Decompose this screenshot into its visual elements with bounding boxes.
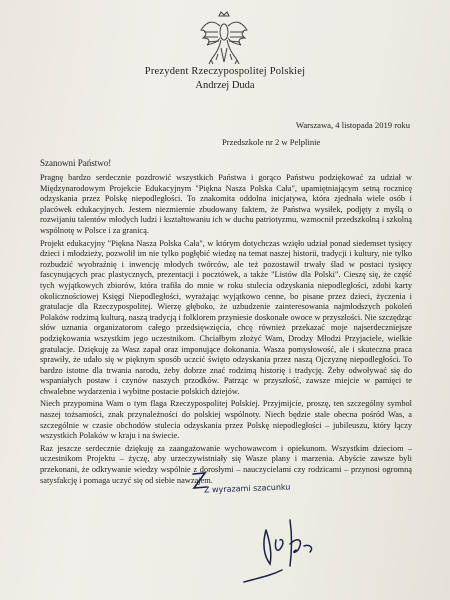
letter-body [40, 173, 412, 488]
letterhead-title: Prezydent Rzeczypospolitej Polskiej [144, 66, 306, 77]
paragraph-2: Projekt edukacyjny "Piękna Nasza Polska Cała", w którym dotychczas wzięło udział ponad siedemset tysięcy dzieci i młodzieży, pozwolił im nie tylko pogłębić wiedzę na temat naszej historii, tradycji i kultury, nie tylko rozbudzić wyobraźnię i inwencję młodych twórców, ale też pozostawił trwały ślad w postaci tysięcy fascynujących prac plastycznych, prezentacji i pocztówek, a także "Listów dla Polski". Cieszę się, że część tych wyjątkowych zbiorów, która trafiła do mnie w roku stulecia odzyskania niepodległości, zdobi karty okolicznościowej Księgi Niepodległości, wyrażając wyjątkowo cenne, bo pisane przez dzieci, życzenia i gratulacje dla Rzeczypospolitej. Wierzę głęboko, że uzbudzenie zainteresowania najmłodszych pokoleń Polaków rodzimą kulturą, naszą tradycją i folklorem przyniesie doskonałe owoce w przyszłości. Nie szczędząc słów uznania organizatorom całego przedsięwzięcia, chcę również przekazać moje najserdeczniejsze podziękowania wszystkim jego uczestnikom. Chciałbym złożyć Wam, Drodzy Młodzi Przyjaciele, wielkie gratulacje. Dziękuję za Wasz zapał oraz imponujące dokonania. Wasza pomysłowość, ale i skuteczna praca sprawiły, że udało się w pięknym sposób uczcić święto odzyskania przez naszą Ojczyznę niepodległości. To bardzo istotne dla trwania narodu, żeby dobrze znać rodzimą historię i tradycję. Żeby odwoływać się do wspaniałych postaw i czynów naszych przodków. Patrząc w przyszłość, zawsze miejcie w pamięci te chwalebne wydarzenia i wybitne postacie polskich dziejów. [40, 238, 412, 396]
signoff: Z wyrazami szacunku [203, 482, 291, 495]
greeting: Szanowni Państwo! [40, 158, 112, 168]
paragraph-3: Niech przypomina Wam o tym flaga Rzeczypospolitej Polskiej. Przyjmijcie, proszę, ten szczególny symbol naszej tożsamości, znak przynależności do polskiej wspólnoty. Niech będzie stale obecna pośród Was, a szczególnie w czasie obchodów stulecia odzyskania przez Polskę niepodległości – jubileuszu, który łączy wszystkich Polaków w kraju i na świecie. [40, 399, 412, 441]
eagle-emblem-icon [199, 10, 249, 66]
addressee: Przedszkole nr 2 w Pelplinie [222, 137, 321, 147]
paragraph-1: Pragnę bardzo serdecznie pozdrowić wszystkich Państwa i gorąco Państwu podziękować za udział w Międzynarodowym Projekcie Edukacyjnym "Piękna Nasza Polska Cała", upamiętniającym setną rocznicę odzyskania przez Polskę niepodległości. To znakomita oddolna inicjatywa, która zjednała wiele osób i placówek edukacyjnych. Jestem niezmiernie zbudowany faktem, że Państwa wysiłek, podjęty z myślą o rozwijaniu talentów młodych ludzi i kształtowaniu ich w duchu patriotyzmu, wzmocnił przedszkolną i szkolną wspólnotę w Polsce i za granicą. [40, 173, 412, 235]
handwritten-signature-icon [240, 510, 350, 585]
paragraph-4: Raz jeszcze serdecznie dziękuję za zaangażowanie wychowawcom i opiekunom. Wszystkim dzieciom – uczestnikom Projektu – życzę, aby urzeczywistniały się Wasze plany i marzenia. Abyście zawsze byli przekonani, że odkrywanie wiedzy wspólnie z dorosłymi – nauczycielami czy rodzicami – przynosi ogromną satysfakcję i pomaga uczyć się od siebie nawzajem. [40, 443, 412, 485]
place-date: Warszawa, 4 listopada 2019 roku [295, 120, 410, 130]
letterhead-name: Andrzej Duda [195, 80, 255, 91]
